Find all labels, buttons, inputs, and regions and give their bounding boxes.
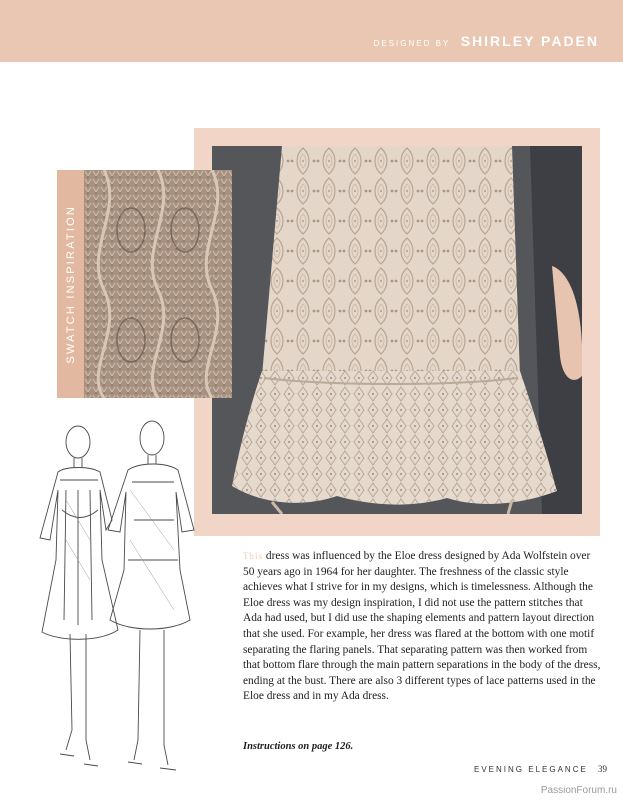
designer-name: SHIRLEY PADEN: [460, 33, 599, 49]
dress-photo: [212, 146, 582, 514]
swatch-inspiration-label: [57, 170, 84, 398]
designer-credit: [374, 33, 599, 51]
designed-by-label: DESIGNED BY: [373, 39, 451, 48]
article-body-text: dress was influenced by the Eloe dress designed by Ada Wolfstein over 50 years ago in 1964 for her daughter. The freshness of the classic style achieves what I strive for in my designs, which is timelessness. Although the Eloe dress was my design inspiration, I did not use the pattern stitches that Ada had used, but I did use the shaping elements and pattern layout direction that she used. For example, her dress was flared at the bottom with one motif separating the flaring panels. That separating pattern was then worked from that bottom flare through the main pattern separations in the body of the dress, ending at the bust. There are also 3 different types of lace patterns used in the Eloe dress and in my Ada dress.: [243, 550, 601, 703]
section-title: EVENING ELEGANCE: [474, 765, 588, 774]
header-band: [0, 0, 623, 62]
dress-sketch-illustration: [30, 420, 200, 792]
page-number: 39: [598, 764, 608, 774]
page-footer: [474, 764, 607, 774]
lead-word: This: [243, 551, 264, 561]
article-body: [243, 549, 603, 705]
watermark: PassionForum.ru: [540, 785, 617, 796]
swatch-label-text: SWATCH INSPIRATION: [64, 204, 77, 364]
instructions-reference: Instructions on page 126.: [243, 741, 354, 752]
swatch-photo: [84, 170, 232, 398]
